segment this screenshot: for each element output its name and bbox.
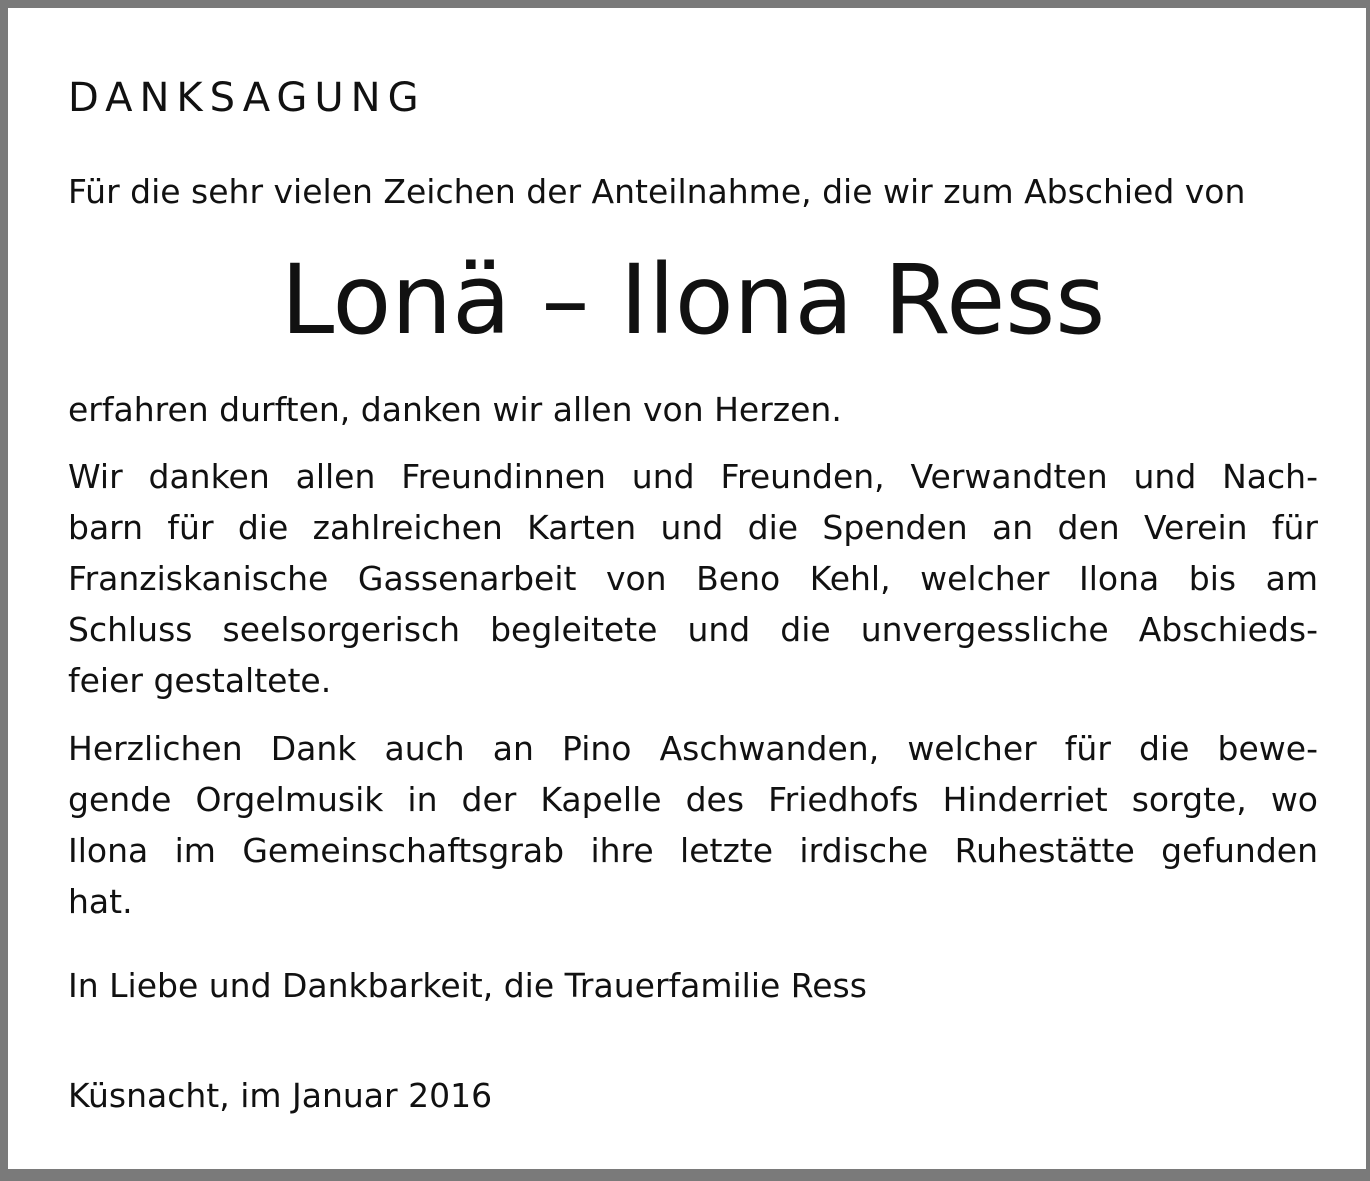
paragraph-line: barn für die zahlreichen Karten und die Spenden an den Verein für <box>68 508 1318 547</box>
thanks-paragraph-2 <box>68 723 1318 927</box>
notice-heading: DANKSAGUNG <box>68 75 426 121</box>
paragraph-line: hat. <box>68 882 133 921</box>
paragraph-line: Franziskanische Gassenarbeit von Beno Kehl, welcher Ilona bis am <box>68 559 1318 598</box>
paragraph-line: Wir danken allen Freundinnen und Freunden, Verwandten und Nach- <box>68 457 1318 496</box>
closing-line: In Liebe und Dankbarkeit, die Trauerfamilie Ress <box>68 966 867 1005</box>
after-name-text: erfahren durften, danken wir allen von Herzen. <box>68 390 842 429</box>
thanks-paragraph-1 <box>68 451 1318 706</box>
paragraph-line: feier gestaltete. <box>68 661 332 700</box>
paragraph-line: Ilona im Gemeinschaftsgrab ihre letzte irdische Ruhestätte gefunden <box>68 831 1318 870</box>
place-date: Küsnacht, im Januar 2016 <box>68 1076 493 1115</box>
intro-text: Für die sehr vielen Zeichen der Anteilnahme, die wir zum Abschied von <box>68 172 1246 211</box>
paragraph-line: gende Orgelmusik in der Kapelle des Friedhofs Hinderriet sorgte, wo <box>68 780 1318 819</box>
paragraph-line: Schluss seelsorgerisch begleitete und die unvergessliche Abschieds- <box>68 610 1318 649</box>
paragraph-line: Herzlichen Dank auch an Pino Aschwanden, welcher für die bewe- <box>68 729 1318 768</box>
deceased-name: Lonä – Ilona Ress <box>280 244 1106 356</box>
